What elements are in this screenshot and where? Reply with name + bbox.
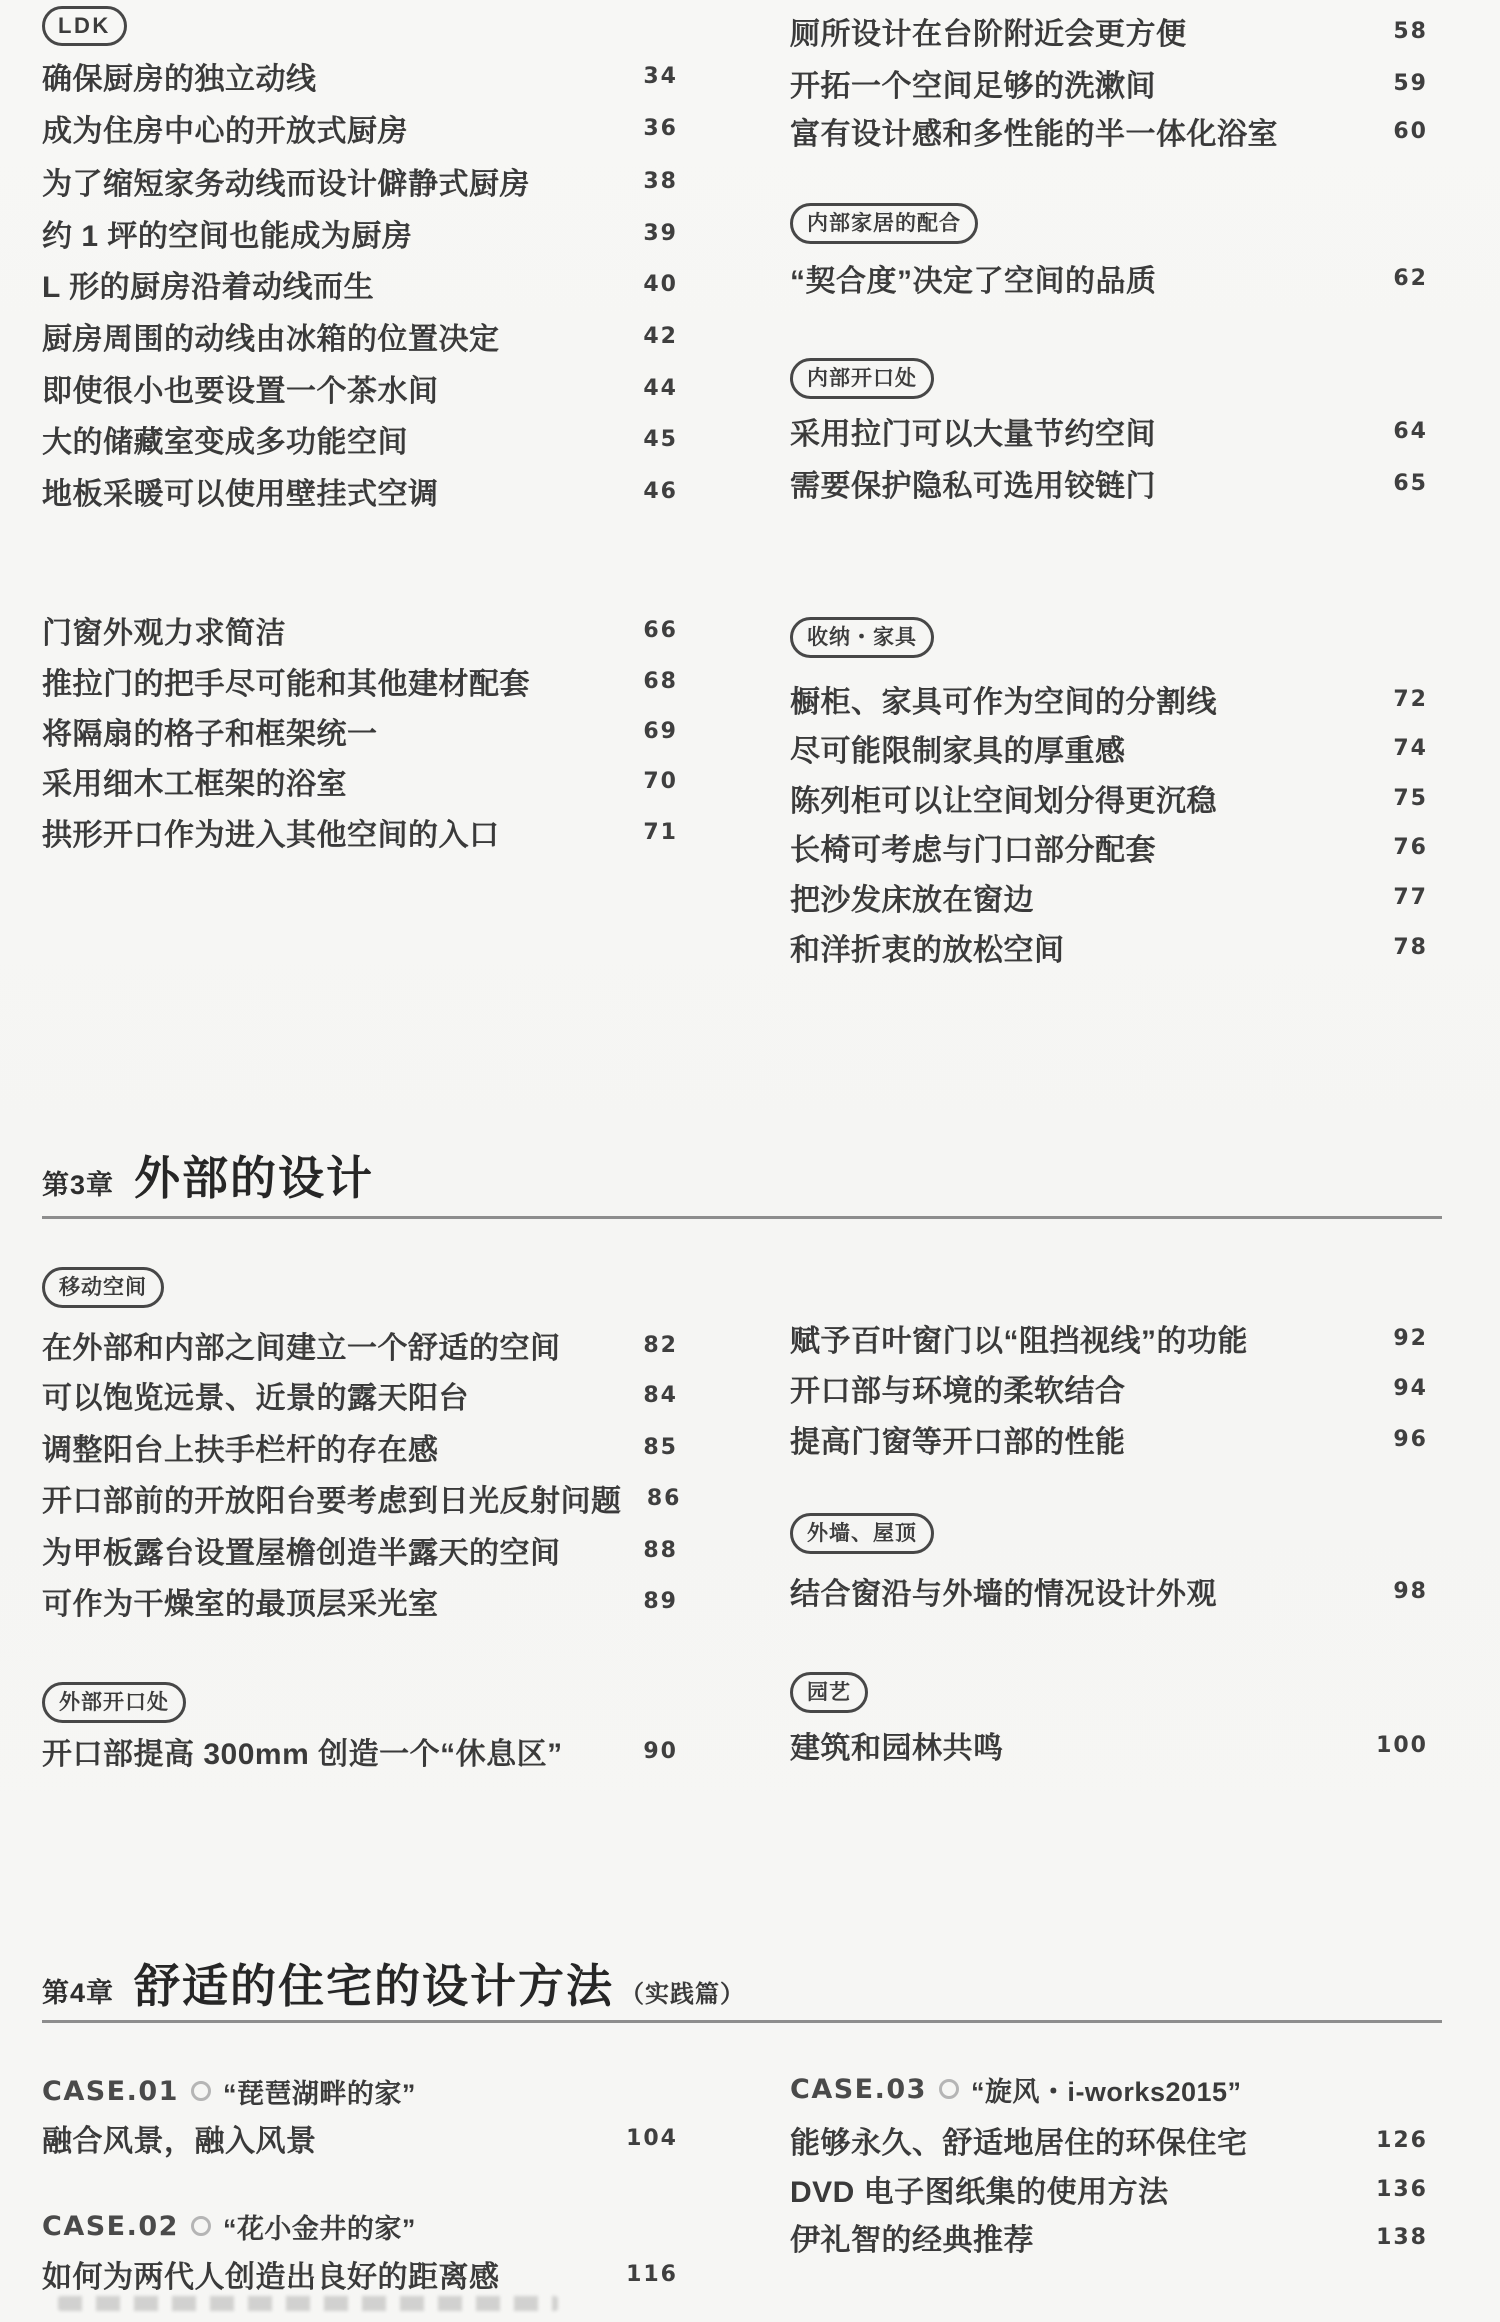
toc-entry bbox=[790, 414, 1428, 451]
entry-page: 71 bbox=[643, 819, 678, 845]
chapter4-label: 第4章 bbox=[42, 1978, 115, 2008]
entry-title: DVD 电子图纸集的使用方法 bbox=[790, 2176, 1169, 2209]
entry-title: 长椅可考虑与门口部分配套 bbox=[790, 834, 1156, 867]
toc-entry bbox=[42, 216, 678, 253]
entry-title: 地板采暖可以使用壁挂式空调 bbox=[42, 478, 439, 511]
case2-heading bbox=[42, 2209, 416, 2243]
entry-title: 需要保护隐私可选用铰链门 bbox=[790, 470, 1156, 503]
toc-entry bbox=[790, 1371, 1428, 1408]
toc-entry bbox=[790, 880, 1428, 917]
entry-title: 赋予百叶窗门以“阻挡视线”的功能 bbox=[790, 1325, 1248, 1358]
toc-entry bbox=[42, 1734, 678, 1771]
entry-page: 60 bbox=[1393, 118, 1428, 144]
entry-title: 将隔扇的格子和框架统一 bbox=[42, 718, 378, 751]
entry-title: 和洋折衷的放松空间 bbox=[790, 934, 1065, 967]
category-badge-wall-roof: 外墙、屋顶 bbox=[790, 1513, 934, 1554]
entry-title: “契合度”决定了空间的品质 bbox=[790, 265, 1157, 298]
toc-entry bbox=[790, 2172, 1428, 2209]
toc-entry bbox=[42, 319, 678, 356]
category-badge-interior-furniture: 内部家居的配合 bbox=[790, 203, 978, 244]
chapter4-heading bbox=[42, 1950, 745, 2016]
entry-page: 138 bbox=[1376, 2224, 1428, 2250]
case3-heading bbox=[790, 2072, 1242, 2106]
category-badge-interior-opening: 内部开口处 bbox=[790, 358, 934, 399]
entry-title: 陈列柜可以让空间划分得更沉稳 bbox=[790, 785, 1217, 818]
entry-page: 100 bbox=[1376, 1732, 1428, 1758]
toc-entry bbox=[790, 2220, 1428, 2257]
chapter3-divider bbox=[42, 1216, 1442, 1219]
toc-entry bbox=[42, 1533, 678, 1570]
entry-title: 开口部与环境的柔软结合 bbox=[790, 1375, 1126, 1408]
entry-page: 70 bbox=[643, 768, 678, 794]
entry-title: 采用细木工框架的浴室 bbox=[42, 768, 347, 801]
case1-heading bbox=[42, 2074, 416, 2108]
entry-title: 能够永久、舒适地居住的环保住宅 bbox=[790, 2127, 1248, 2160]
entry-title: L 形的厨房沿着动线而生 bbox=[42, 271, 375, 304]
entry-page: 86 bbox=[646, 1485, 682, 1511]
toc-entry bbox=[42, 815, 678, 852]
entry-title: 调整阳台上扶手栏杆的存在感 bbox=[42, 1434, 439, 1467]
chapter3-title: 外部的设计 bbox=[134, 1152, 375, 1204]
entry-page: 62 bbox=[1393, 265, 1428, 291]
toc-entry bbox=[42, 1378, 678, 1415]
entry-page: 34 bbox=[643, 63, 678, 89]
category-badge-storage-furniture: 收纳・家具 bbox=[790, 617, 934, 658]
toc-entry bbox=[42, 1584, 678, 1621]
toc-entry bbox=[790, 830, 1428, 867]
entry-title: 提高门窗等开口部的性能 bbox=[790, 1426, 1126, 1459]
entry-title: 开口部提高 300mm 创造一个“休息区” bbox=[42, 1738, 563, 1771]
entry-title: 富有设计感和多性能的半一体化浴室 bbox=[790, 118, 1278, 151]
entry-page: 72 bbox=[1393, 686, 1428, 712]
entry-page: 85 bbox=[643, 1434, 678, 1460]
toc-entry bbox=[42, 164, 678, 201]
chapter4-title: 舒适的住宅的设计方法 bbox=[134, 1960, 615, 2012]
entry-page: 75 bbox=[1393, 785, 1428, 811]
entry-title: 为了缩短家务动线而设计僻静式厨房 bbox=[42, 168, 530, 201]
toc-entry bbox=[42, 267, 678, 304]
toc-entry bbox=[42, 59, 678, 96]
entry-title: 伊礼智的经典推荐 bbox=[790, 2224, 1034, 2257]
toc-entry bbox=[790, 66, 1428, 103]
toc-entry bbox=[790, 1574, 1428, 1611]
entry-title: 即使很小也要设置一个茶水间 bbox=[42, 375, 439, 408]
toc-entry bbox=[790, 1321, 1428, 1358]
toc-entry bbox=[790, 1422, 1428, 1459]
entry-title: 尽可能限制家具的厚重感 bbox=[790, 735, 1126, 768]
entry-title: 拱形开口作为进入其他空间的入口 bbox=[42, 819, 500, 852]
entry-page: 88 bbox=[643, 1537, 678, 1563]
entry-page: 58 bbox=[1393, 18, 1428, 44]
cut-off-text-remnant bbox=[58, 2296, 558, 2311]
toc-entry bbox=[790, 781, 1428, 818]
case3-label: CASE.03 bbox=[790, 2073, 927, 2105]
toc-entry bbox=[790, 261, 1428, 298]
circle-icon bbox=[191, 2081, 211, 2101]
entry-page: 89 bbox=[643, 1588, 678, 1614]
entry-page: 92 bbox=[1393, 1325, 1428, 1351]
entry-page: 98 bbox=[1393, 1578, 1428, 1604]
entry-page: 44 bbox=[643, 375, 678, 401]
entry-page: 104 bbox=[626, 2125, 678, 2151]
toc-entry bbox=[790, 2123, 1428, 2160]
entry-title: 结合窗沿与外墙的情况设计外观 bbox=[790, 1578, 1217, 1611]
entry-title: 采用拉门可以大量节约空间 bbox=[790, 418, 1156, 451]
toc-entry bbox=[790, 466, 1428, 503]
entry-title: 成为住房中心的开放式厨房 bbox=[42, 115, 408, 148]
chapter4-divider bbox=[42, 2020, 1442, 2023]
toc-entry bbox=[42, 111, 678, 148]
case1-name: “琵琶湖畔的家” bbox=[222, 2078, 416, 2109]
entry-page: 84 bbox=[643, 1382, 678, 1408]
entry-title: 厨房周围的动线由冰箱的位置决定 bbox=[42, 323, 500, 356]
entry-title: 橱柜、家具可作为空间的分割线 bbox=[790, 686, 1217, 719]
toc-entry bbox=[42, 422, 678, 459]
entry-page: 39 bbox=[643, 220, 678, 246]
entry-page: 46 bbox=[643, 478, 678, 504]
entry-title: 推拉门的把手尽可能和其他建材配套 bbox=[42, 668, 530, 701]
chapter3-label: 第3章 bbox=[42, 1170, 115, 1200]
circle-icon bbox=[939, 2079, 959, 2099]
entry-page: 69 bbox=[643, 718, 678, 744]
toc-entry bbox=[42, 664, 678, 701]
entry-page: 36 bbox=[643, 115, 678, 141]
toc-entry bbox=[42, 714, 678, 751]
toc-entry bbox=[790, 731, 1428, 768]
entry-title: 开拓一个空间足够的洗漱间 bbox=[790, 70, 1156, 103]
entry-title: 在外部和内部之间建立一个舒适的空间 bbox=[42, 1332, 561, 1365]
entry-page: 38 bbox=[643, 168, 678, 194]
toc-entry bbox=[42, 613, 678, 650]
toc-entry bbox=[790, 14, 1428, 51]
entry-title: 开口部前的开放阳台要考虑到日光反射问题 bbox=[42, 1485, 622, 1518]
circle-icon bbox=[191, 2216, 211, 2236]
entry-page: 90 bbox=[643, 1738, 678, 1764]
entry-title: 融合风景，融入风景 bbox=[42, 2125, 317, 2158]
toc-entry bbox=[790, 1728, 1428, 1765]
entry-page: 116 bbox=[626, 2261, 678, 2287]
case1-label: CASE.01 bbox=[42, 2075, 179, 2107]
entry-page: 76 bbox=[1393, 834, 1428, 860]
toc-entry bbox=[42, 1430, 678, 1467]
toc-entry bbox=[42, 2257, 678, 2294]
entry-title: 大的储藏室变成多功能空间 bbox=[42, 426, 408, 459]
entry-page: 77 bbox=[1393, 884, 1428, 910]
toc-entry bbox=[790, 114, 1428, 151]
entry-page: 65 bbox=[1393, 470, 1428, 496]
toc-entry bbox=[42, 764, 678, 801]
chapter4-subtitle: （实践篇） bbox=[620, 1981, 746, 2008]
category-badge-moving-space: 移动空间 bbox=[42, 1267, 164, 1308]
category-badge-exterior-opening: 外部开口处 bbox=[42, 1682, 186, 1723]
entry-page: 42 bbox=[643, 323, 678, 349]
entry-title: 如何为两代人创造出良好的距离感 bbox=[42, 2261, 500, 2294]
entry-page: 126 bbox=[1376, 2127, 1428, 2153]
entry-page: 96 bbox=[1393, 1426, 1428, 1452]
entry-title: 约 1 坪的空间也能成为厨房 bbox=[42, 220, 413, 253]
entry-page: 94 bbox=[1393, 1375, 1428, 1401]
case2-name: “花小金井的家” bbox=[222, 2213, 416, 2244]
entry-page: 82 bbox=[643, 1332, 678, 1358]
entry-title: 建筑和园林共鸣 bbox=[790, 1732, 1004, 1765]
entry-page: 78 bbox=[1393, 934, 1428, 960]
entry-title: 把沙发床放在窗边 bbox=[790, 884, 1034, 917]
toc-entry bbox=[790, 930, 1428, 967]
toc-entry bbox=[42, 2121, 678, 2158]
entry-title: 为甲板露台设置屋檐创造半露天的空间 bbox=[42, 1537, 561, 1570]
toc-entry bbox=[42, 371, 678, 408]
category-badge-ldk: LDK bbox=[42, 6, 127, 46]
category-badge-gardening: 园艺 bbox=[790, 1672, 868, 1713]
entry-page: 59 bbox=[1393, 70, 1428, 96]
entry-page: 40 bbox=[643, 271, 678, 297]
toc-entry bbox=[42, 474, 678, 511]
entry-page: 74 bbox=[1393, 735, 1428, 761]
entry-title: 门窗外观力求简洁 bbox=[42, 617, 286, 650]
entry-page: 66 bbox=[643, 617, 678, 643]
entry-page: 68 bbox=[643, 668, 678, 694]
entry-title: 确保厨房的独立动线 bbox=[42, 63, 317, 96]
toc-entry bbox=[42, 1328, 678, 1365]
toc-entry bbox=[42, 1481, 682, 1518]
entry-title: 可作为干燥室的最顶层采光室 bbox=[42, 1588, 439, 1621]
case3-name: “旋风・i-works2015” bbox=[970, 2076, 1242, 2107]
entry-page: 64 bbox=[1393, 418, 1428, 444]
toc-entry bbox=[790, 682, 1428, 719]
chapter3-heading bbox=[42, 1142, 374, 1208]
case2-label: CASE.02 bbox=[42, 2210, 179, 2242]
entry-page: 45 bbox=[643, 426, 678, 452]
entry-title: 可以饱览远景、近景的露天阳台 bbox=[42, 1382, 469, 1415]
entry-page: 136 bbox=[1376, 2176, 1428, 2202]
entry-title: 厕所设计在台阶附近会更方便 bbox=[790, 18, 1187, 51]
